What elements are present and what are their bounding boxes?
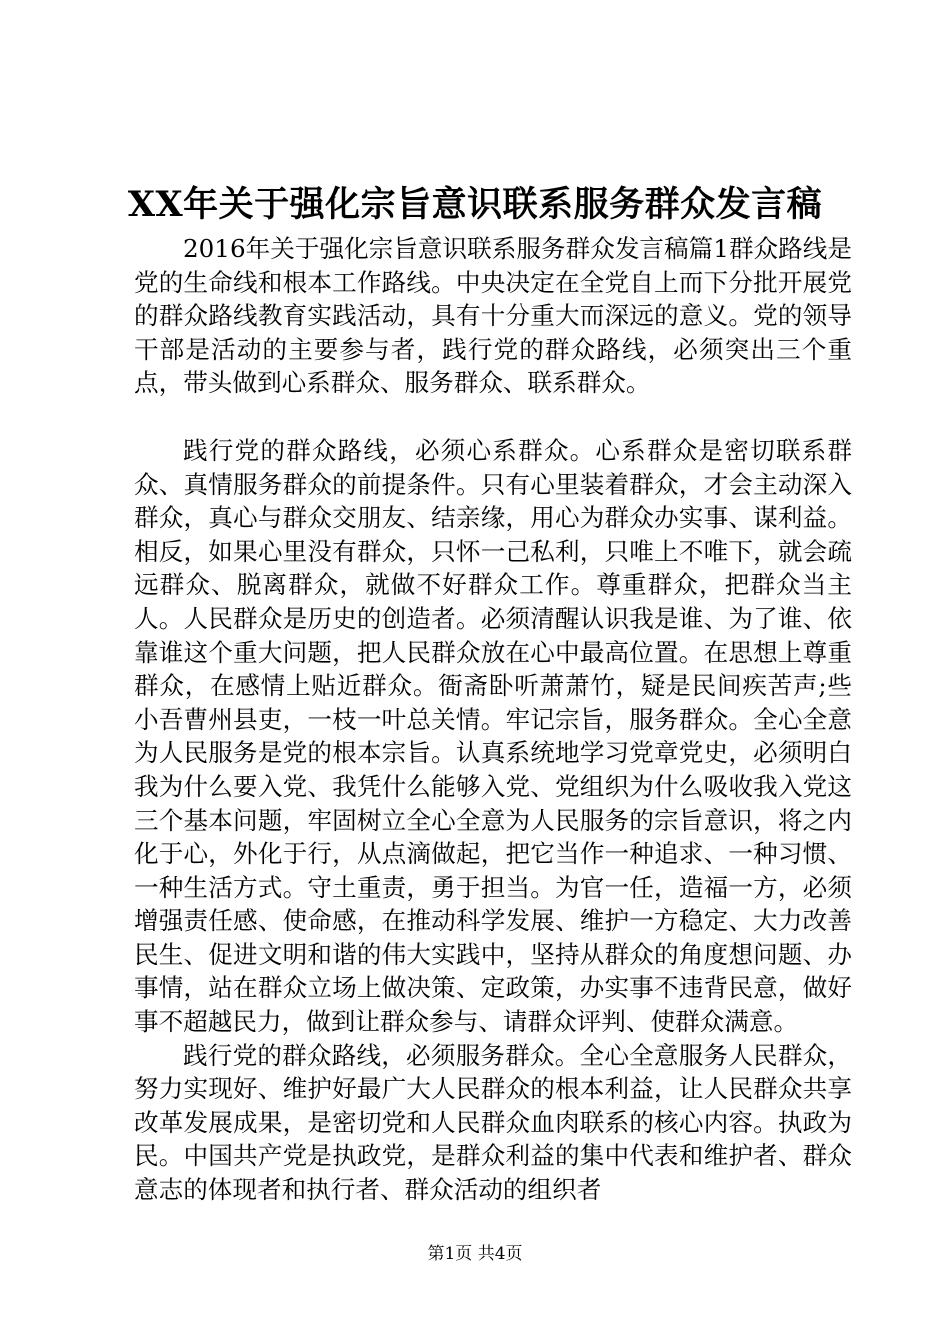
document-body <box>134 232 852 1207</box>
document-title: XX年关于强化宗旨意识联系服务群众发言稿 <box>127 184 823 225</box>
page-number: 第1页 共4页 <box>427 1244 523 1264</box>
paragraph-intro: 2016年关于强化宗旨意识联系服务群众发言稿篇1群众路线是党的生命线和根本工作路线。中央决定在全党自上而下分批开展党的群众路线教育实践活动，具有十分重大而深远的意义。党的领导干部是活动的主要参与者，践行党的群众路线，必须突出三个重点，带头做到心系群众、服务群众、联系群众。 <box>134 234 852 398</box>
paragraph-heart-for-masses: 践行党的群众路线，必须心系群众。心系群众是密切联系群众、真情服务群众的前提条件。只有心里装着群众，才会主动深入群众，真心与群众交朋友、结亲缘，用心为群众办实事、谋利益。相反，如果心里没有群众，只怀一己私利，只唯上不唯下，就会疏远群众、脱离群众，就做不好群众工作。尊重群众，把群众当主人。人民群众是历史的创造者。必须清醒认识我是谁、为了谁、依靠谁这个重大问题，把人民群众放在心中最高位置。在思想上尊重群众，在感情上贴近群众。衙斋卧听萧萧竹，疑是民间疾苦声;些小吾曹州县吏，一枝一叶总关情。牢记宗旨，服务群众。全心全意为人民服务是党的根本宗旨。认真系统地学习党章党史，必须明白我为什么要入党、我凭什么能够入党、党组织为什么吸收我入党这三个基本问题，牢固树立全心全意为人民服务的宗旨意识，将之内化于心，外化于行，从点滴做起，把它当作一种追求、一种习惯、一种生活方式。守土重责，勇于担当。为官一任，造福一方，必须增强责任感、使命感，在推动科学发展、维护一方稳定、大力改善民生、促进文明和谐的伟大实践中，坚持从群众的角度想问题、办事情，站在群众立场上做决策、定政策，办实事不违背民意，做好事不超越民力，做到让群众参与、请群众评判、使群众满意。 <box>134 435 852 1037</box>
paragraph-serve-masses: 践行党的群众路线，必须服务群众。全心全意服务人民群众，努力实现好、维护好最广大人民群众的根本利益，让人民群众共享改革发展成果，是密切党和人民群众血肉联系的核心内容。执政为民。中国共产党是执政党，是群众利益的集中代表和维护者、群众意志的体现者和执行者、群众活动的组织者 <box>134 1040 852 1205</box>
page-footer <box>0 1243 950 1265</box>
